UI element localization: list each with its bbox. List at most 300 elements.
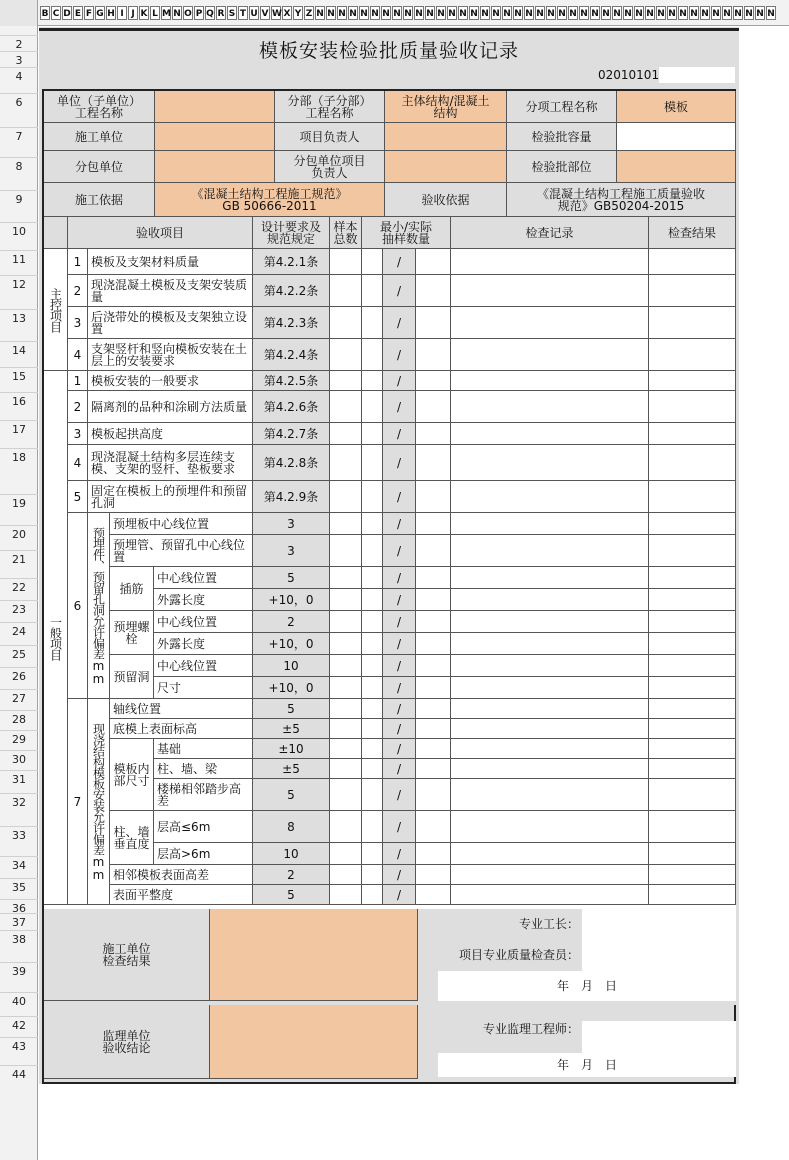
min-blank[interactable] [362, 843, 383, 865]
column-letter[interactable]: N [524, 6, 534, 20]
item-number: 2 [68, 391, 88, 423]
row-number[interactable]: 2 [0, 35, 38, 53]
check-result[interactable] [649, 633, 736, 655]
check-result[interactable] [649, 611, 736, 633]
actual-count[interactable] [416, 655, 451, 677]
row-number[interactable]: 4 [0, 67, 38, 85]
check-record[interactable] [451, 739, 649, 759]
spec-value: 第4.2.7条 [253, 423, 330, 445]
column-letter[interactable]: N [469, 6, 479, 20]
row-number[interactable]: 16 [0, 392, 38, 410]
check-result[interactable] [649, 699, 736, 719]
item-text: 现浇混凝土模板及支架安装质量 [88, 275, 253, 307]
row-number[interactable]: 39 [0, 962, 38, 980]
sample-count[interactable] [330, 535, 362, 567]
column-letter[interactable]: X [282, 6, 292, 20]
row-number[interactable]: 37 [0, 913, 38, 931]
row-number[interactable]: 15 [0, 367, 38, 385]
sample-count[interactable] [330, 339, 362, 371]
min-blank[interactable] [362, 719, 383, 739]
unit-label: 单位（子单位） 工程名称 [44, 91, 155, 123]
check-record[interactable] [451, 719, 649, 739]
column-letter[interactable]: N [359, 6, 369, 20]
row-number[interactable]: 24 [0, 622, 38, 640]
min-blank[interactable] [362, 779, 383, 811]
sample-count[interactable] [330, 371, 362, 391]
sample-count[interactable] [330, 779, 362, 811]
item-number: 4 [68, 445, 88, 481]
row-number[interactable]: 10 [0, 222, 38, 240]
actual-count[interactable] [416, 307, 451, 339]
column-letter[interactable]: Z [304, 6, 314, 20]
subcontract-value[interactable] [155, 151, 275, 183]
column-letter[interactable]: N [414, 6, 424, 20]
column-letter[interactable]: L [150, 6, 160, 20]
check-record[interactable] [451, 699, 649, 719]
row-number[interactable]: 26 [0, 667, 38, 685]
spec-value: ±10 [253, 739, 330, 759]
actual-count[interactable] [416, 699, 451, 719]
sample-count[interactable] [330, 391, 362, 423]
actual-count[interactable] [416, 633, 451, 655]
column-letter[interactable]: T [238, 6, 248, 20]
check-result[interactable] [649, 513, 736, 535]
sample-count[interactable] [330, 739, 362, 759]
column-letter[interactable]: B [40, 6, 50, 20]
item-text: 支架竖杆和竖向模板安装在土层上的安装要求 [88, 339, 253, 371]
column-letter[interactable]: N [766, 6, 776, 20]
inspector-label: 项目专业质量检查员： [418, 939, 582, 971]
column-letter[interactable]: W [271, 6, 281, 20]
actual-count[interactable] [416, 885, 451, 905]
check-result[interactable] [649, 759, 736, 779]
check-result[interactable] [649, 739, 736, 759]
column-letter[interactable]: E [73, 6, 83, 20]
row-number[interactable]: 43 [0, 1037, 38, 1055]
check-result[interactable] [649, 445, 736, 481]
spec-value: 5 [253, 779, 330, 811]
min-blank[interactable] [362, 865, 383, 885]
sample-count[interactable] [330, 865, 362, 885]
column-letter[interactable]: N [502, 6, 512, 20]
row-number[interactable]: 40 [0, 992, 38, 1010]
sample-count[interactable] [330, 843, 362, 865]
check-result[interactable] [649, 779, 736, 811]
min-blank[interactable] [362, 275, 383, 307]
row-number[interactable]: 6 [0, 93, 38, 111]
row-number[interactable]: 13 [0, 309, 38, 327]
row-number[interactable]: 18 [0, 448, 38, 466]
spec-value: 2 [253, 611, 330, 633]
min-blank[interactable] [362, 759, 383, 779]
check-result[interactable] [649, 371, 736, 391]
actual-count[interactable] [416, 481, 451, 513]
row-number[interactable]: 21 [0, 550, 38, 568]
sample-count[interactable] [330, 759, 362, 779]
inspector-sign[interactable] [582, 939, 736, 971]
builder-result-value[interactable] [210, 909, 418, 1001]
column-letter[interactable]: N [722, 6, 732, 20]
column-letter[interactable]: V [260, 6, 270, 20]
row-number[interactable]: 8 [0, 157, 38, 175]
check-record[interactable] [451, 275, 649, 307]
column-letter[interactable]: N [579, 6, 589, 20]
row-number[interactable]: 23 [0, 600, 38, 618]
column-letter[interactable]: N [634, 6, 644, 20]
item-text: 层高>6m [154, 843, 253, 865]
column-letter[interactable]: S [227, 6, 237, 20]
min-slash: / [383, 275, 416, 307]
check-record[interactable] [451, 567, 649, 589]
check-result[interactable] [649, 589, 736, 611]
min-blank[interactable] [362, 655, 383, 677]
actual-count[interactable] [416, 535, 451, 567]
column-letter[interactable]: N [733, 6, 743, 20]
row-number[interactable]: 9 [0, 190, 38, 208]
row-number[interactable]: 35 [0, 878, 38, 896]
sample-count[interactable] [330, 445, 362, 481]
column-letter[interactable]: N [689, 6, 699, 20]
row-number[interactable]: 12 [0, 275, 38, 293]
check-record[interactable] [451, 843, 649, 865]
min-blank[interactable] [362, 249, 383, 275]
check-record[interactable] [451, 391, 649, 423]
min-blank[interactable] [362, 391, 383, 423]
sub-hole: 预留洞 [110, 655, 154, 699]
actual-count[interactable] [416, 719, 451, 739]
unit-value[interactable] [155, 91, 275, 123]
actual-count[interactable] [416, 445, 451, 481]
min-blank[interactable] [362, 699, 383, 719]
check-result[interactable] [649, 719, 736, 739]
check-record[interactable] [451, 655, 649, 677]
column-letter[interactable]: N [667, 6, 677, 20]
check-record[interactable] [451, 589, 649, 611]
column-letter[interactable]: N [711, 6, 721, 20]
check-result[interactable] [649, 391, 736, 423]
check-record[interactable] [451, 371, 649, 391]
column-letter[interactable]: F [84, 6, 94, 20]
check-result[interactable] [649, 275, 736, 307]
min-slash: / [383, 307, 416, 339]
subcontract-pm-value[interactable] [385, 151, 507, 183]
check-record[interactable] [451, 445, 649, 481]
min-slash: / [383, 779, 416, 811]
column-letter[interactable]: N [568, 6, 578, 20]
min-blank[interactable] [362, 589, 383, 611]
column-letter[interactable]: H [106, 6, 116, 20]
col-design: 设计要求及 规范规定 [253, 217, 330, 249]
item-text: 预埋板中心线位置 [110, 513, 253, 535]
sample-count[interactable] [330, 677, 362, 699]
column-letter[interactable]: N [425, 6, 435, 20]
column-letter[interactable]: J [128, 6, 138, 20]
col-result: 检查结果 [649, 217, 736, 249]
actual-count[interactable] [416, 371, 451, 391]
row-number[interactable]: 34 [0, 856, 38, 874]
spec-value: 第4.2.2条 [253, 275, 330, 307]
sample-count[interactable] [330, 811, 362, 843]
part-value[interactable] [617, 151, 736, 183]
check-result[interactable] [649, 655, 736, 677]
check-record[interactable] [451, 535, 649, 567]
min-slash: / [383, 843, 416, 865]
group-header-blank [44, 217, 68, 249]
actual-count[interactable] [416, 391, 451, 423]
actual-count[interactable] [416, 513, 451, 535]
min-blank[interactable] [362, 885, 383, 905]
check-result[interactable] [649, 535, 736, 567]
builder-date: 年 月 日 [438, 971, 736, 1001]
sample-count[interactable] [330, 567, 362, 589]
column-letter[interactable]: K [139, 6, 149, 20]
column-letter[interactable]: Q [205, 6, 215, 20]
check-record[interactable] [451, 481, 649, 513]
sample-count[interactable] [330, 481, 362, 513]
column-letter[interactable]: N [700, 6, 710, 20]
column-letter[interactable]: N [381, 6, 391, 20]
supervisor-result-value[interactable] [210, 1005, 418, 1079]
check-record[interactable] [451, 249, 649, 275]
item-text: 层高≤6m [154, 811, 253, 843]
capacity-value[interactable] [617, 123, 736, 151]
min-slash: / [383, 811, 416, 843]
capacity-label: 检验批容量 [507, 123, 617, 151]
column-letter[interactable]: N [480, 6, 490, 20]
actual-count[interactable] [416, 843, 451, 865]
row-number[interactable]: 25 [0, 645, 38, 663]
actual-count[interactable] [416, 275, 451, 307]
column-letter[interactable]: O [183, 6, 193, 20]
sample-count[interactable] [330, 885, 362, 905]
row-number[interactable]: 29 [0, 730, 38, 748]
row-number[interactable]: 17 [0, 420, 38, 438]
row-number[interactable]: 19 [0, 494, 38, 512]
spec-value: ±5 [253, 719, 330, 739]
row-number[interactable]: 44 [0, 1065, 38, 1083]
check-result[interactable] [649, 307, 736, 339]
min-blank[interactable] [362, 307, 383, 339]
sample-count[interactable] [330, 275, 362, 307]
sample-count[interactable] [330, 423, 362, 445]
check-record[interactable] [451, 885, 649, 905]
row-number[interactable]: 27 [0, 689, 38, 707]
item-text: 尺寸 [154, 677, 253, 699]
min-blank[interactable] [362, 633, 383, 655]
sample-count[interactable] [330, 611, 362, 633]
column-letter[interactable]: Y [293, 6, 303, 20]
column-letter[interactable]: N [535, 6, 545, 20]
column-letter[interactable]: G [95, 6, 105, 20]
min-slash: / [383, 391, 416, 423]
actual-count[interactable] [416, 865, 451, 885]
min-blank[interactable] [362, 423, 383, 445]
actual-count[interactable] [416, 611, 451, 633]
sample-count[interactable] [330, 719, 362, 739]
min-blank[interactable] [362, 567, 383, 589]
check-result[interactable] [649, 423, 736, 445]
row-number[interactable]: 33 [0, 826, 38, 844]
column-letter[interactable]: P [194, 6, 204, 20]
min-blank[interactable] [362, 513, 383, 535]
column-letter[interactable]: N [436, 6, 446, 20]
column-letter[interactable]: N [645, 6, 655, 20]
row-number[interactable]: 22 [0, 578, 38, 596]
check-record[interactable] [451, 611, 649, 633]
sub-bolt: 预埋螺栓 [110, 611, 154, 655]
column-letter[interactable]: N [403, 6, 413, 20]
item-text: 预埋管、预留孔中心线位置 [110, 535, 253, 567]
check-result[interactable] [649, 885, 736, 905]
actual-count[interactable] [416, 779, 451, 811]
check-record[interactable] [451, 339, 649, 371]
column-letter[interactable]: N [513, 6, 523, 20]
row-number[interactable]: 38 [0, 930, 38, 948]
actual-count[interactable] [416, 811, 451, 843]
check-record[interactable] [451, 759, 649, 779]
column-letters[interactable] [40, 6, 777, 20]
column-letter[interactable]: N [601, 6, 611, 20]
item-number: 5 [68, 481, 88, 513]
check-result[interactable] [649, 567, 736, 589]
actual-count[interactable] [416, 423, 451, 445]
sample-count[interactable] [330, 307, 362, 339]
check-result[interactable] [649, 677, 736, 699]
check-record[interactable] [451, 865, 649, 885]
column-letter[interactable]: N [392, 6, 402, 20]
actual-count[interactable] [416, 249, 451, 275]
check-result[interactable] [649, 811, 736, 843]
check-result[interactable] [649, 249, 736, 275]
check-record[interactable] [451, 307, 649, 339]
check-record[interactable] [451, 423, 649, 445]
min-blank[interactable] [362, 339, 383, 371]
actual-count[interactable] [416, 739, 451, 759]
check-result[interactable] [649, 843, 736, 865]
select-all-corner[interactable] [0, 0, 38, 26]
min-blank[interactable] [362, 481, 383, 513]
row-header-bar[interactable] [0, 26, 38, 1160]
actual-count[interactable] [416, 339, 451, 371]
column-letter[interactable]: N [348, 6, 358, 20]
column-letter[interactable]: D [62, 6, 72, 20]
column-letter[interactable]: U [249, 6, 259, 20]
foreman-sign[interactable] [582, 909, 736, 939]
min-slash: / [383, 423, 416, 445]
basis-value: 《混凝土结构工程施工规范》 GB 50666-2011 [155, 183, 385, 217]
column-letter[interactable]: N [447, 6, 457, 20]
column-letter[interactable]: N [590, 6, 600, 20]
builder-label: 施工单位 [44, 123, 155, 151]
row-number[interactable]: 28 [0, 710, 38, 728]
row-number[interactable]: 32 [0, 793, 38, 811]
item-text: 模板及支架材料质量 [88, 249, 253, 275]
column-letter[interactable]: M [161, 6, 171, 20]
min-slash: / [383, 759, 416, 779]
column-letter[interactable]: N [546, 6, 556, 20]
item-number: 7 [68, 699, 88, 905]
check-record[interactable] [451, 779, 649, 811]
subsection-value: 主体结构/混凝土 结构 [385, 91, 507, 123]
min-blank[interactable] [362, 445, 383, 481]
subcontract-pm-label: 分包单位项目 负责人 [275, 151, 385, 183]
row-number[interactable]: 20 [0, 525, 38, 543]
row-number[interactable]: 14 [0, 341, 38, 359]
min-blank[interactable] [362, 535, 383, 567]
column-letter[interactable]: N [678, 6, 688, 20]
column-letter[interactable]: N [755, 6, 765, 20]
min-blank[interactable] [362, 371, 383, 391]
min-blank[interactable] [362, 677, 383, 699]
min-blank[interactable] [362, 811, 383, 843]
sample-count[interactable] [330, 633, 362, 655]
column-letter[interactable]: N [656, 6, 666, 20]
sample-count[interactable] [330, 249, 362, 275]
row-number[interactable]: 3 [0, 51, 38, 69]
check-record[interactable] [451, 677, 649, 699]
actual-count[interactable] [416, 589, 451, 611]
row-number[interactable]: 7 [0, 127, 38, 145]
check-record[interactable] [451, 811, 649, 843]
column-letter[interactable]: N [370, 6, 380, 20]
column-letter[interactable]: N [315, 6, 325, 20]
actual-count[interactable] [416, 567, 451, 589]
column-letter[interactable]: N [557, 6, 567, 20]
sample-count[interactable] [330, 589, 362, 611]
row-number[interactable]: 30 [0, 750, 38, 768]
item-text: 外露长度 [154, 589, 253, 611]
item-text: 中心线位置 [154, 567, 253, 589]
min-blank[interactable] [362, 739, 383, 759]
actual-count[interactable] [416, 677, 451, 699]
code-input-cell[interactable] [659, 67, 735, 83]
check-result[interactable] [649, 339, 736, 371]
sample-count[interactable] [330, 513, 362, 535]
item-text: 现浇混凝土结构多层连续支模、支架的竖杆、垫板要求 [88, 445, 253, 481]
row-number[interactable]: 42 [0, 1016, 38, 1034]
row-number[interactable]: 11 [0, 250, 38, 268]
column-letter[interactable]: N [612, 6, 622, 20]
column-letter[interactable]: N [172, 6, 182, 20]
g7-label: 现浇结构模板安装允许偏差mm [88, 699, 110, 905]
row-number[interactable]: 36 [0, 899, 38, 917]
column-letter[interactable]: N [326, 6, 336, 20]
check-record[interactable] [451, 513, 649, 535]
column-letter[interactable]: R [216, 6, 226, 20]
check-record[interactable] [451, 633, 649, 655]
column-letter[interactable]: N [623, 6, 633, 20]
builder-value[interactable] [155, 123, 275, 151]
engineer-sign[interactable] [582, 1021, 736, 1053]
min-blank[interactable] [362, 611, 383, 633]
col-record: 检查记录 [451, 217, 649, 249]
sample-count[interactable] [330, 699, 362, 719]
column-letter[interactable]: N [337, 6, 347, 20]
row-number[interactable]: 31 [0, 770, 38, 788]
sample-count[interactable] [330, 655, 362, 677]
check-result[interactable] [649, 481, 736, 513]
column-letter[interactable]: N [458, 6, 468, 20]
pm-value[interactable] [385, 123, 507, 151]
column-letter[interactable]: C [51, 6, 61, 20]
column-letter[interactable]: I [117, 6, 127, 20]
column-letter[interactable]: N [491, 6, 501, 20]
column-letter[interactable]: N [744, 6, 754, 20]
check-result[interactable] [649, 865, 736, 885]
spec-value: +10，0 [253, 589, 330, 611]
actual-count[interactable] [416, 759, 451, 779]
basis-label: 施工依据 [44, 183, 155, 217]
